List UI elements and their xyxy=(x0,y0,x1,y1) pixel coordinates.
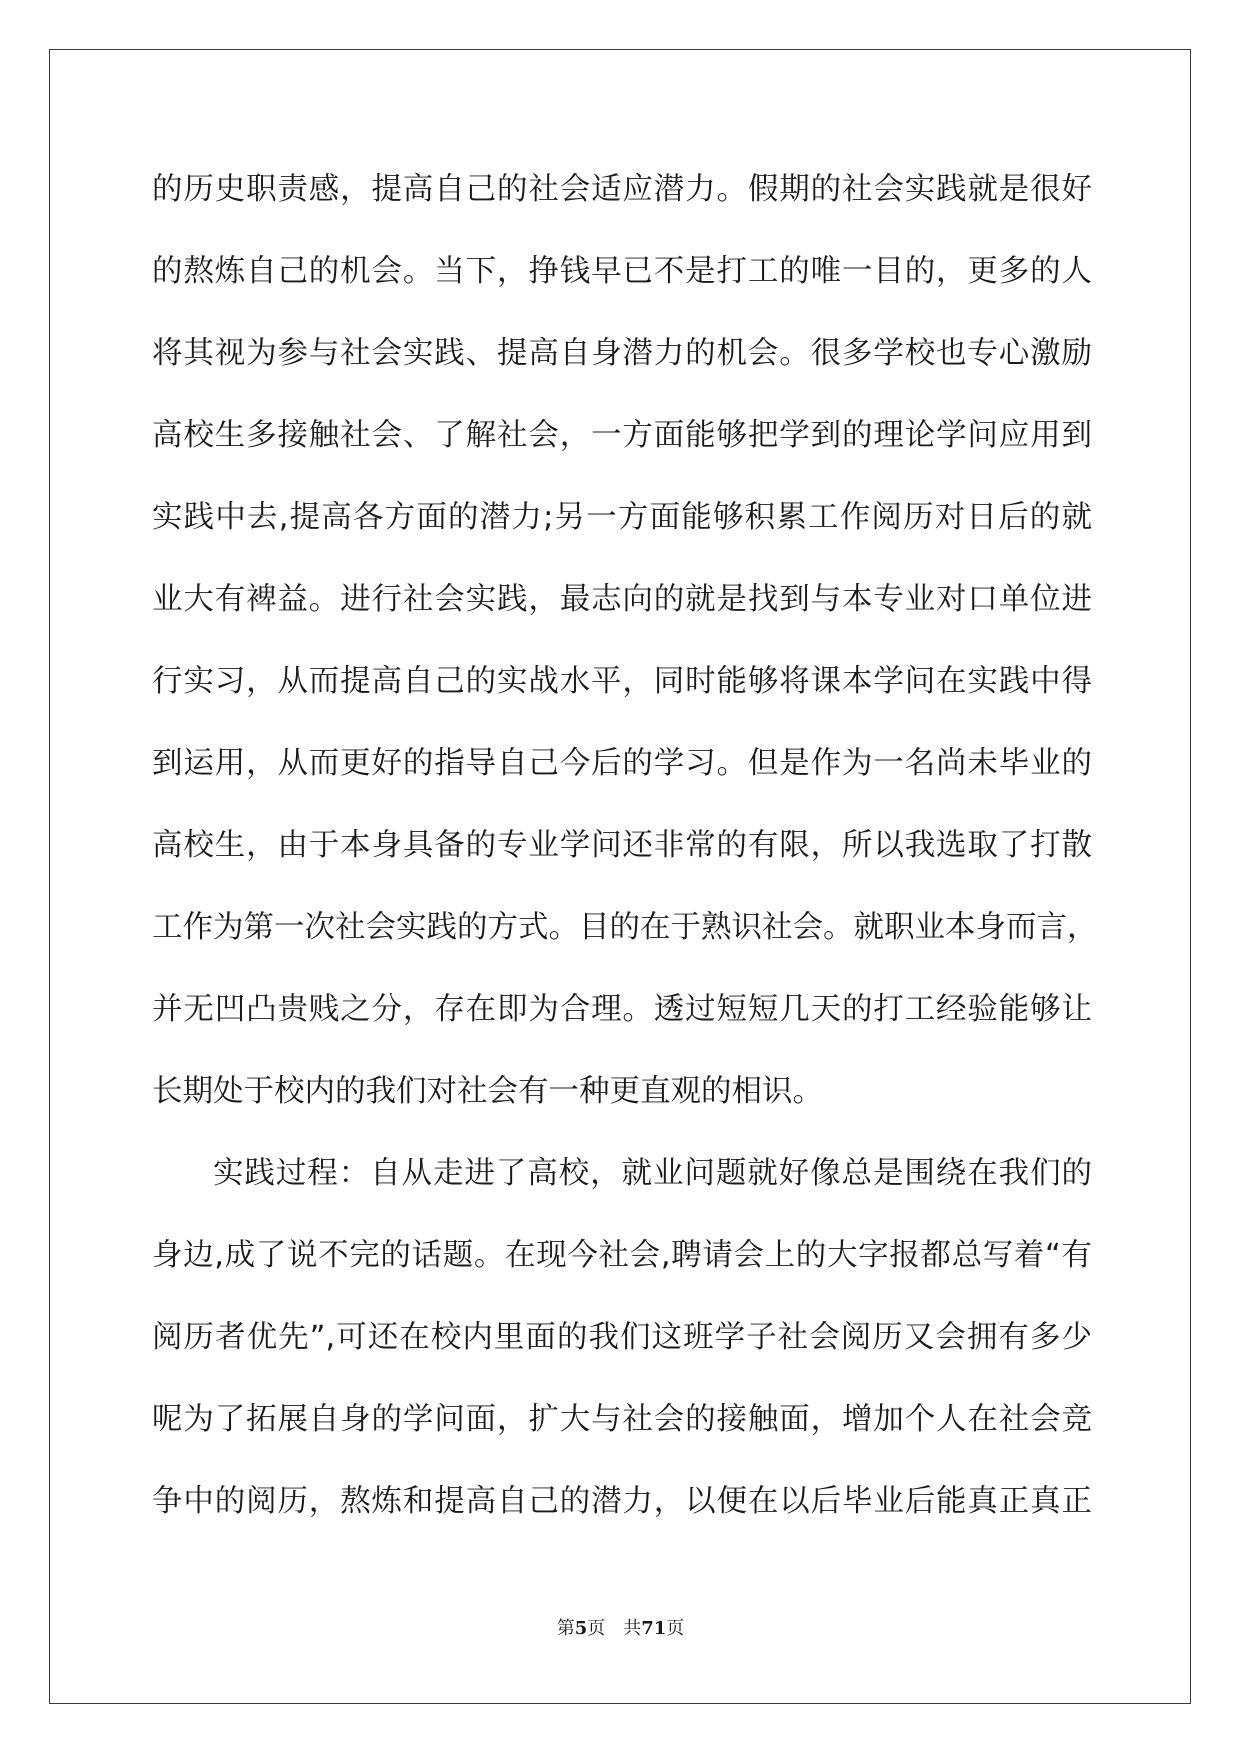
total-pages: 71 xyxy=(641,1618,667,1639)
text-line: 并无凹凸贵贱之分，存在即为合理。透过短短几天的打工经验能够让 xyxy=(152,992,1092,1027)
text-line: 行实习，从而提高自己的实战水平，同时能够将课本学问在实践中得 xyxy=(152,664,1092,699)
text-line: 争中的阅历，熬炼和提高自己的潜力，以便在以后毕业后能真正真正 xyxy=(152,1484,1092,1519)
total-prefix: 共 xyxy=(623,1618,642,1639)
text-line: 到运用，从而更好的指导自己今后的学习。但是作为一名尚未毕业的 xyxy=(152,746,1092,781)
text-line: 将其视为参与社会实践、提高自身潜力的机会。很多学校也专心激励 xyxy=(152,336,1092,371)
text-line: 呢为了拓展自身的学问面，扩大与社会的接触面，增加个人在社会竞 xyxy=(152,1402,1092,1437)
page-unit: 页 xyxy=(587,1618,606,1639)
text-line: 的历史职责感，提高自己的社会适应潜力。假期的社会实践就是很好 xyxy=(152,172,1092,207)
text-line: 实践中去,提高各方面的潜力;另一方面能够积累工作阅历对日后的就 xyxy=(152,500,1092,535)
page-footer xyxy=(0,1614,1241,1640)
text-line: 业大有裨益。进行社会实践，最志向的就是找到与本专业对口单位进 xyxy=(152,582,1092,617)
total-unit: 页 xyxy=(666,1618,685,1639)
document-body xyxy=(152,165,1098,1559)
page-number: 5 xyxy=(574,1618,588,1639)
text-line: 长期处于校内的我们对社会有一种更直观的相识。 xyxy=(152,1074,823,1109)
text-line: 身边,成了说不完的话题。在现今社会,聘请会上的大字报都总写着“有 xyxy=(152,1238,1092,1273)
page-prefix: 第 xyxy=(556,1618,575,1639)
text-line: 的熬炼自己的机会。当下，挣钱早已不是打工的唯一目的，更多的人 xyxy=(152,254,1092,289)
text-line: 高校生多接触社会、了解社会，一方面能够把学到的理论学问应用到 xyxy=(152,418,1092,453)
text-line: 高校生，由于本身具备的专业学问还非常的有限，所以我选取了打散 xyxy=(152,828,1092,863)
text-line: 工作为第一次社会实践的方式。目的在于熟识社会。就职业本身而言， xyxy=(152,910,1098,945)
text-line: 实践过程：自从走进了高校，就业问题就好像总是围绕在我们的 xyxy=(213,1156,1092,1191)
text-line: 阅历者优先”,可还在校内里面的我们这班学子社会阅历又会拥有多少 xyxy=(152,1320,1092,1355)
